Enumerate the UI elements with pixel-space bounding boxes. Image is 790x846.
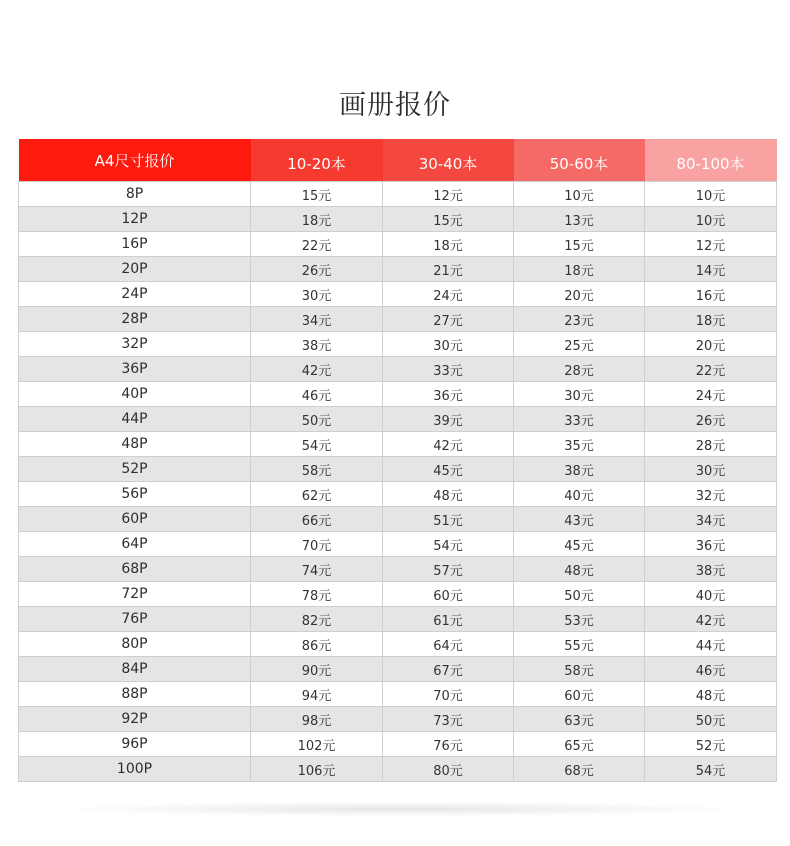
price-30-40-cell: 21元 [383, 257, 514, 282]
table-row [19, 682, 777, 707]
page-count-cell: 24P [19, 282, 251, 307]
price-50-60-cell: 35元 [514, 432, 645, 457]
price-80-100-cell: 22元 [645, 357, 777, 382]
price-80-100-cell: 24元 [645, 382, 777, 407]
price-30-40-cell: 51元 [383, 507, 514, 532]
page-count-cell: 8P [19, 182, 251, 207]
page-count-cell: 44P [19, 407, 251, 432]
price-80-100-cell: 42元 [645, 607, 777, 632]
page-count-cell: 20P [19, 257, 251, 282]
price-80-100-cell: 14元 [645, 257, 777, 282]
price-50-60-cell: 10元 [514, 182, 645, 207]
table-row [19, 732, 777, 757]
table-row [19, 582, 777, 607]
price-30-40-cell: 67元 [383, 657, 514, 682]
price-30-40-cell: 33元 [383, 357, 514, 382]
price-30-40-cell: 24元 [383, 282, 514, 307]
price-50-60-cell: 63元 [514, 707, 645, 732]
price-table [18, 139, 777, 782]
header-size: A4尺寸报价 [19, 139, 251, 182]
price-10-20-cell: 58元 [251, 457, 383, 482]
price-30-40-cell: 42元 [383, 432, 514, 457]
price-80-100-cell: 46元 [645, 657, 777, 682]
table-row [19, 607, 777, 632]
price-50-60-cell: 28元 [514, 357, 645, 382]
price-80-100-cell: 40元 [645, 582, 777, 607]
table-row [19, 407, 777, 432]
table-row [19, 382, 777, 407]
price-30-40-cell: 15元 [383, 207, 514, 232]
price-30-40-cell: 54元 [383, 532, 514, 557]
price-80-100-cell: 28元 [645, 432, 777, 457]
price-50-60-cell: 15元 [514, 232, 645, 257]
page-count-cell: 72P [19, 582, 251, 607]
table-row [19, 332, 777, 357]
table-row [19, 557, 777, 582]
price-10-20-cell: 46元 [251, 382, 383, 407]
price-50-60-cell: 40元 [514, 482, 645, 507]
page-count-cell: 28P [19, 307, 251, 332]
price-80-100-cell: 20元 [645, 332, 777, 357]
price-50-60-cell: 58元 [514, 657, 645, 682]
price-10-20-cell: 106元 [251, 757, 383, 782]
price-80-100-cell: 16元 [645, 282, 777, 307]
header-row [19, 139, 777, 182]
price-80-100-cell: 32元 [645, 482, 777, 507]
price-50-60-cell: 25元 [514, 332, 645, 357]
price-80-100-cell: 34元 [645, 507, 777, 532]
bottom-shadow [70, 802, 730, 816]
page-count-cell: 68P [19, 557, 251, 582]
price-10-20-cell: 34元 [251, 307, 383, 332]
price-10-20-cell: 26元 [251, 257, 383, 282]
table-row [19, 507, 777, 532]
price-30-40-cell: 80元 [383, 757, 514, 782]
table-row [19, 182, 777, 207]
price-30-40-cell: 45元 [383, 457, 514, 482]
price-10-20-cell: 86元 [251, 632, 383, 657]
price-10-20-cell: 70元 [251, 532, 383, 557]
price-50-60-cell: 45元 [514, 532, 645, 557]
page-count-cell: 88P [19, 682, 251, 707]
price-50-60-cell: 50元 [514, 582, 645, 607]
price-50-60-cell: 20元 [514, 282, 645, 307]
price-10-20-cell: 82元 [251, 607, 383, 632]
price-30-40-cell: 36元 [383, 382, 514, 407]
page-count-cell: 60P [19, 507, 251, 532]
price-80-100-cell: 38元 [645, 557, 777, 582]
price-10-20-cell: 74元 [251, 557, 383, 582]
price-10-20-cell: 94元 [251, 682, 383, 707]
price-10-20-cell: 90元 [251, 657, 383, 682]
table-row [19, 282, 777, 307]
table-row [19, 707, 777, 732]
price-50-60-cell: 55元 [514, 632, 645, 657]
price-30-40-cell: 73元 [383, 707, 514, 732]
price-10-20-cell: 22元 [251, 232, 383, 257]
price-50-60-cell: 23元 [514, 307, 645, 332]
price-80-100-cell: 52元 [645, 732, 777, 757]
page-count-cell: 96P [19, 732, 251, 757]
price-10-20-cell: 78元 [251, 582, 383, 607]
price-10-20-cell: 38元 [251, 332, 383, 357]
table-row [19, 757, 777, 782]
price-50-60-cell: 53元 [514, 607, 645, 632]
price-30-40-cell: 12元 [383, 182, 514, 207]
price-80-100-cell: 10元 [645, 182, 777, 207]
price-10-20-cell: 62元 [251, 482, 383, 507]
table-row [19, 232, 777, 257]
table-row [19, 257, 777, 282]
price-80-100-cell: 10元 [645, 207, 777, 232]
header-qty-80-100: 80-100本 [645, 139, 777, 182]
price-50-60-cell: 33元 [514, 407, 645, 432]
price-50-60-cell: 38元 [514, 457, 645, 482]
page-count-cell: 16P [19, 232, 251, 257]
page-count-cell: 64P [19, 532, 251, 557]
price-80-100-cell: 26元 [645, 407, 777, 432]
price-10-20-cell: 50元 [251, 407, 383, 432]
page-count-cell: 84P [19, 657, 251, 682]
table-row [19, 357, 777, 382]
page-count-cell: 92P [19, 707, 251, 732]
price-50-60-cell: 30元 [514, 382, 645, 407]
price-10-20-cell: 98元 [251, 707, 383, 732]
price-80-100-cell: 18元 [645, 307, 777, 332]
price-30-40-cell: 60元 [383, 582, 514, 607]
table-row [19, 307, 777, 332]
page-count-cell: 40P [19, 382, 251, 407]
price-10-20-cell: 42元 [251, 357, 383, 382]
price-80-100-cell: 30元 [645, 457, 777, 482]
price-30-40-cell: 76元 [383, 732, 514, 757]
price-50-60-cell: 43元 [514, 507, 645, 532]
table-row [19, 482, 777, 507]
page-count-cell: 100P [19, 757, 251, 782]
table-row [19, 532, 777, 557]
page-count-cell: 32P [19, 332, 251, 357]
price-80-100-cell: 48元 [645, 682, 777, 707]
page-count-cell: 48P [19, 432, 251, 457]
price-80-100-cell: 54元 [645, 757, 777, 782]
header-qty-30-40: 30-40本 [383, 139, 514, 182]
table-row [19, 632, 777, 657]
page-count-cell: 80P [19, 632, 251, 657]
header-qty-50-60: 50-60本 [514, 139, 645, 182]
price-80-100-cell: 36元 [645, 532, 777, 557]
table-row [19, 432, 777, 457]
price-80-100-cell: 12元 [645, 232, 777, 257]
price-30-40-cell: 48元 [383, 482, 514, 507]
price-50-60-cell: 65元 [514, 732, 645, 757]
page-count-cell: 12P [19, 207, 251, 232]
price-80-100-cell: 44元 [645, 632, 777, 657]
price-30-40-cell: 61元 [383, 607, 514, 632]
price-50-60-cell: 60元 [514, 682, 645, 707]
price-80-100-cell: 50元 [645, 707, 777, 732]
price-50-60-cell: 68元 [514, 757, 645, 782]
page-count-cell: 56P [19, 482, 251, 507]
page-count-cell: 36P [19, 357, 251, 382]
price-30-40-cell: 70元 [383, 682, 514, 707]
price-10-20-cell: 54元 [251, 432, 383, 457]
price-30-40-cell: 27元 [383, 307, 514, 332]
price-10-20-cell: 66元 [251, 507, 383, 532]
price-30-40-cell: 64元 [383, 632, 514, 657]
price-30-40-cell: 18元 [383, 232, 514, 257]
header-qty-10-20: 10-20本 [251, 139, 383, 182]
page-count-cell: 52P [19, 457, 251, 482]
price-50-60-cell: 13元 [514, 207, 645, 232]
table-row [19, 457, 777, 482]
price-30-40-cell: 39元 [383, 407, 514, 432]
page-count-cell: 76P [19, 607, 251, 632]
price-50-60-cell: 48元 [514, 557, 645, 582]
price-10-20-cell: 102元 [251, 732, 383, 757]
price-10-20-cell: 30元 [251, 282, 383, 307]
price-30-40-cell: 57元 [383, 557, 514, 582]
price-10-20-cell: 15元 [251, 182, 383, 207]
price-30-40-cell: 30元 [383, 332, 514, 357]
table-row [19, 657, 777, 682]
table-row [19, 207, 777, 232]
page-title: 画册报价 [339, 90, 451, 121]
price-10-20-cell: 18元 [251, 207, 383, 232]
price-50-60-cell: 18元 [514, 257, 645, 282]
